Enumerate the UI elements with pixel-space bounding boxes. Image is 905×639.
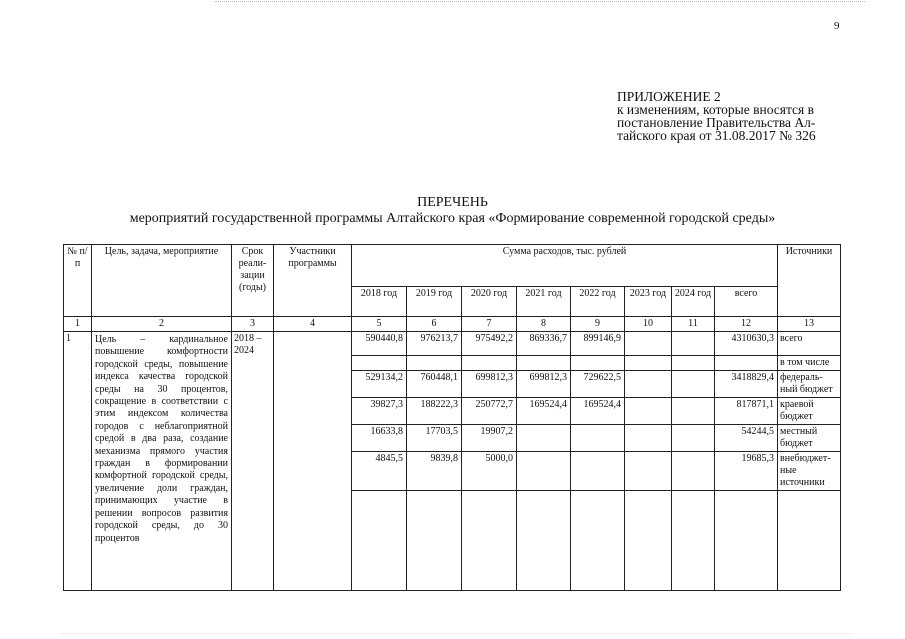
col-number: 12 <box>715 317 778 332</box>
col-number: 2 <box>92 317 232 332</box>
empty-cell <box>517 491 571 591</box>
header-year-2020: 2020 год <box>462 287 517 317</box>
source-label: в том числе <box>778 356 841 371</box>
col-number: 4 <box>274 317 352 332</box>
amount-2024 <box>672 452 715 491</box>
source-label: краевой бюджет <box>778 398 841 425</box>
header-participants: Участники программы <box>274 245 352 317</box>
row-description: Цель – кардинальное повышение комфортности городской среды, повышение индекса качества городской среды на 30 процентов, сокращение в соответствии с этим индексом количества городов с неблагоприятной средой в два раза, создание механизма прямого участия граждан в формировании комфортной городской среды, увеличение доли граждан, принимающих участие в решении вопросов развития городской среды, до 30 процентов <box>92 332 232 591</box>
appendix-line-1: ПРИЛОЖЕНИЕ 2 <box>617 89 721 104</box>
amount-2018: 16633,8 <box>352 425 407 452</box>
source-label: местный бюджет <box>778 425 841 452</box>
amount-2020: 975492,2 <box>462 332 517 356</box>
amount-2020: 699812,3 <box>462 371 517 398</box>
header-year-2024: 2024 год <box>672 287 715 317</box>
empty-cell <box>571 491 625 591</box>
header-total: всего <box>715 287 778 317</box>
amount-2020: 250772,7 <box>462 398 517 425</box>
amount-2021 <box>517 425 571 452</box>
amount-2019: 9839,8 <box>407 452 462 491</box>
appendix-header <box>617 90 816 142</box>
amount-total: 19685,3 <box>715 452 778 491</box>
amount-total <box>715 356 778 371</box>
col-number: 8 <box>517 317 571 332</box>
col-number: 1 <box>64 317 92 332</box>
amount-2018: 39827,3 <box>352 398 407 425</box>
amount-2020: 5000,0 <box>462 452 517 491</box>
amount-2024 <box>672 398 715 425</box>
document-title: ПЕРЕЧЕНЬ <box>417 195 488 210</box>
appendix-line-2: к изменениям, которые вносятся в <box>617 102 815 117</box>
amount-2024 <box>672 371 715 398</box>
row-term: 2018 – 2024 <box>232 332 274 591</box>
appendix-line-4: тайского края от 31.08.2017 № 326 <box>617 128 816 143</box>
header-num: № п/п <box>64 245 92 317</box>
col-number: 6 <box>407 317 462 332</box>
amount-2024 <box>672 356 715 371</box>
amount-2021: 869336,7 <box>517 332 571 356</box>
measures-table <box>63 244 841 591</box>
amount-2018: 4845,5 <box>352 452 407 491</box>
table-row <box>64 332 841 356</box>
amount-2019: 188222,3 <box>407 398 462 425</box>
amount-2019: 17703,5 <box>407 425 462 452</box>
amount-2022 <box>571 425 625 452</box>
row-participants <box>274 332 352 591</box>
source-label: внебюджет-ные источники <box>778 452 841 491</box>
amount-total: 817871,1 <box>715 398 778 425</box>
col-number: 7 <box>462 317 517 332</box>
header-year-2023: 2023 год <box>625 287 672 317</box>
scan-artifact-top <box>215 1 865 3</box>
row-num: 1 <box>64 332 92 591</box>
col-number: 13 <box>778 317 841 332</box>
header-goal: Цель, задача, мероприятие <box>92 245 232 317</box>
amount-2021 <box>517 452 571 491</box>
header-year-2021: 2021 год <box>517 287 571 317</box>
amount-2023 <box>625 398 672 425</box>
amount-2022 <box>571 356 625 371</box>
appendix-line-3: постановление Правительства Ал- <box>617 115 816 130</box>
amount-2022: 169524,4 <box>571 398 625 425</box>
empty-cell <box>462 491 517 591</box>
empty-cell <box>672 491 715 591</box>
col-number: 9 <box>571 317 625 332</box>
amount-2024 <box>672 425 715 452</box>
amount-total: 4310630,3 <box>715 332 778 356</box>
scan-artifact-bottom <box>60 633 850 635</box>
header-term: Срок реали-зации (годы) <box>232 245 274 317</box>
amount-2022: 729622,5 <box>571 371 625 398</box>
amount-2024 <box>672 332 715 356</box>
amount-2018: 529134,2 <box>352 371 407 398</box>
col-number: 3 <box>232 317 274 332</box>
amount-2023 <box>625 356 672 371</box>
empty-cell <box>352 491 407 591</box>
amount-2020 <box>462 356 517 371</box>
document-subtitle: мероприятий государственной программы Алтайского края «Формирование современной городской среды» <box>129 211 776 226</box>
amount-2021 <box>517 356 571 371</box>
header-year-2022: 2022 год <box>571 287 625 317</box>
col-number: 11 <box>672 317 715 332</box>
amount-2019 <box>407 356 462 371</box>
amount-2022: 899146,9 <box>571 332 625 356</box>
amount-2019: 976213,7 <box>407 332 462 356</box>
header-sum: Сумма расходов, тыс. рублей <box>352 245 778 287</box>
amount-2018 <box>352 356 407 371</box>
empty-cell <box>625 491 672 591</box>
col-number: 10 <box>625 317 672 332</box>
amount-2023 <box>625 332 672 356</box>
header-year-2019: 2019 год <box>407 287 462 317</box>
amount-2021: 169524,4 <box>517 398 571 425</box>
amount-2019: 760448,1 <box>407 371 462 398</box>
source-label: федераль-ный бюджет <box>778 371 841 398</box>
page-number: 9 <box>834 20 840 32</box>
amount-2023 <box>625 371 672 398</box>
header-year-2018: 2018 год <box>352 287 407 317</box>
column-number-row <box>64 317 841 332</box>
empty-cell <box>407 491 462 591</box>
amount-2023 <box>625 452 672 491</box>
header-sources: Источники <box>778 245 841 317</box>
amount-2020: 19907,2 <box>462 425 517 452</box>
amount-2021: 699812,3 <box>517 371 571 398</box>
amount-total: 3418829,4 <box>715 371 778 398</box>
amount-total: 54244,5 <box>715 425 778 452</box>
amount-2022 <box>571 452 625 491</box>
empty-cell <box>778 491 841 591</box>
amount-2018: 590440,8 <box>352 332 407 356</box>
col-number: 5 <box>352 317 407 332</box>
source-label: всего <box>778 332 841 356</box>
amount-2023 <box>625 425 672 452</box>
empty-cell <box>715 491 778 591</box>
